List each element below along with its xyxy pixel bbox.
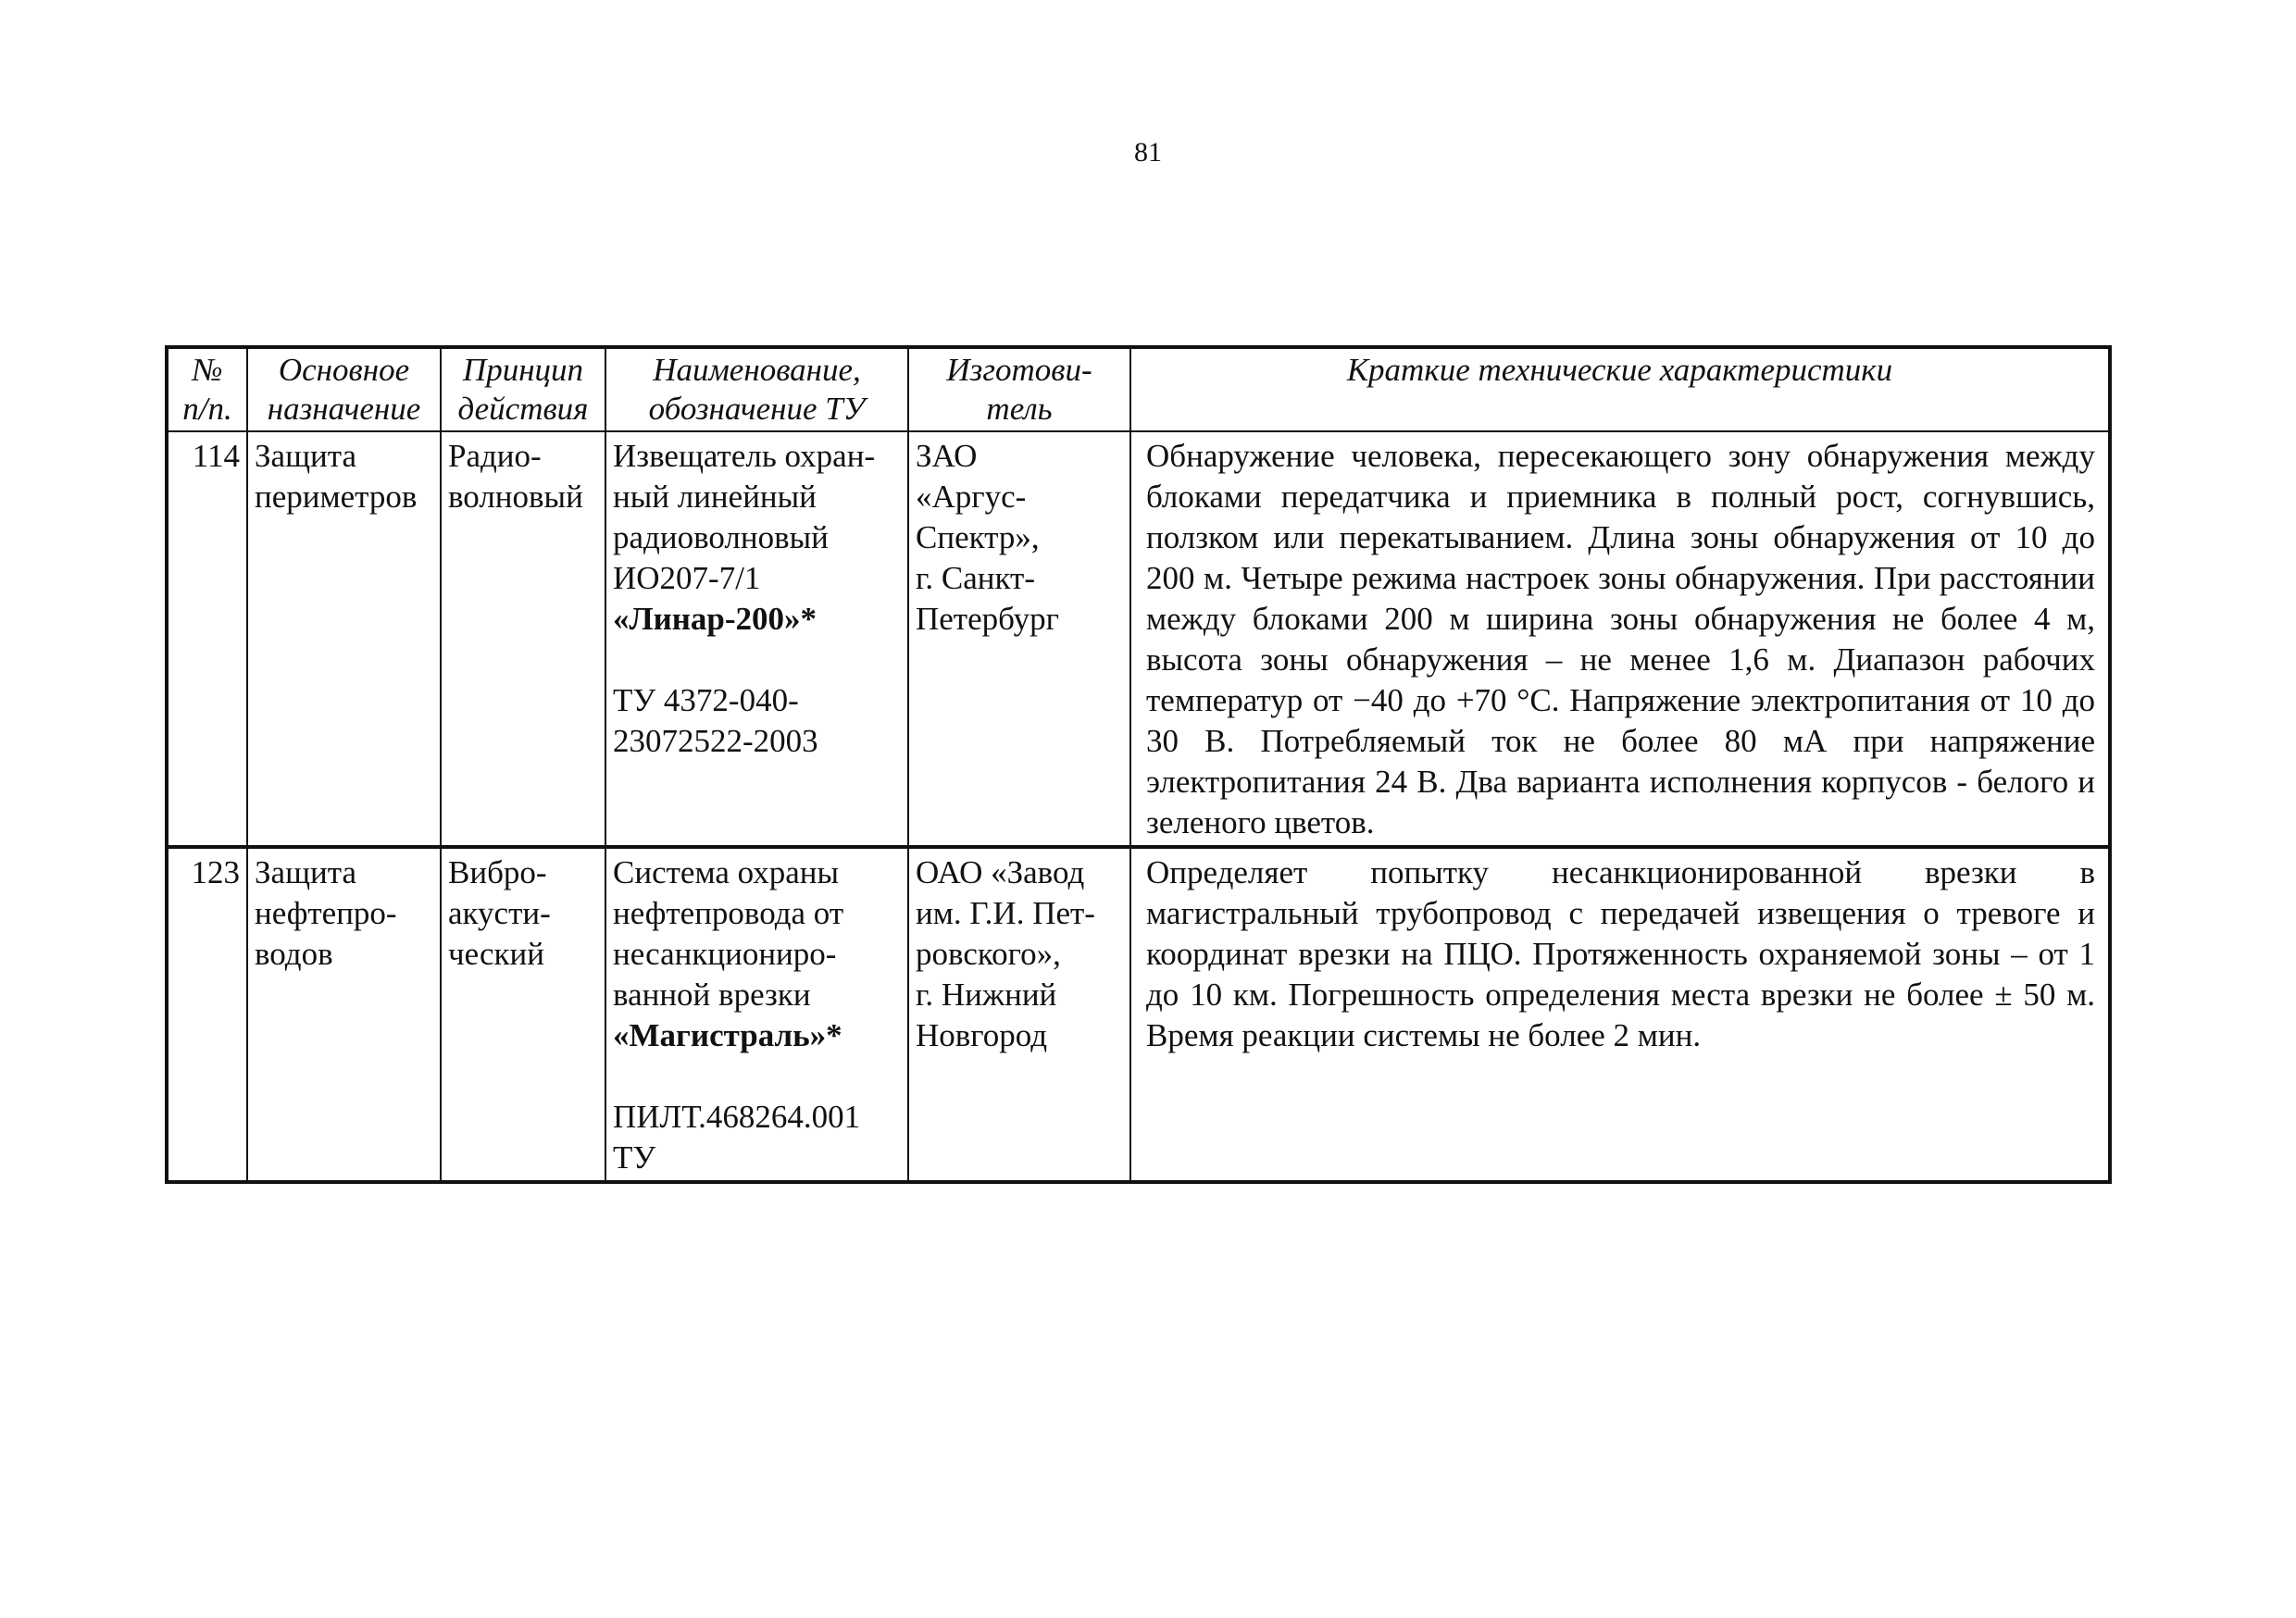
header-description: Краткие технические характеристики <box>1130 347 2110 431</box>
table-header-row <box>167 347 2110 431</box>
header-number: № п/п. <box>167 347 247 431</box>
cell-maker: ЗАО «Аргус- Спектр», г. Санкт- Петербург <box>908 431 1130 847</box>
product-name: Извещатель охран- ный линейный радиоволновый ИО207-7/1 <box>613 438 876 596</box>
product-brand-mark: * <box>826 1017 842 1053</box>
cell-number: 123 <box>167 847 247 1182</box>
product-brand <box>613 601 817 637</box>
product-brand <box>613 1017 842 1053</box>
cell-name <box>605 847 908 1182</box>
cell-number: 114 <box>167 431 247 847</box>
cell-principle: Радио- волновый <box>441 431 605 847</box>
header-purpose: Основное назначение <box>247 347 441 431</box>
cell-description: Определяет попытку несанкционированной врезки в магистральный трубопровод с передачей извещения о тревоге и координат врезки на ПЦО. Протяженность охраняемой зоны – от 1 до 10 км. Погрешность определения места врезки не более ± 50 м. Время реакции системы не более 2 мин. <box>1130 847 2110 1182</box>
header-name: Наименование, обозначение ТУ <box>605 347 908 431</box>
cell-purpose: Защита нефтепро- водов <box>247 847 441 1182</box>
table-row <box>167 431 2110 847</box>
product-brand-text: «Линар-200» <box>613 601 801 637</box>
product-brand-text: «Магистраль» <box>613 1017 827 1053</box>
cell-description: Обнаружение человека, пересекающего зону обнаружения между блоками передатчика и приемника в полный рост, согнувшись, ползком или перекатыванием. Длина зоны обнаружения от 10 до 200 м. Четыре режима настроек зоны обнаружения. При расстоянии между блоками 200 м ширина зоны обнаружения не более 4 м, высота зоны обнаружения – не менее 1,6 м. Диапазон рабочих температур от −40 до +70 °С. Напряжение электропитания от 10 до 30 В. Потребляемый ток не более 80 мА при напряжение электропитания 24 В. Два варианта исполнения корпусов - белого и зеленого цветов. <box>1130 431 2110 847</box>
cell-purpose: Защита периметров <box>247 431 441 847</box>
cell-name <box>605 431 908 847</box>
header-principle: Принцип действия <box>441 347 605 431</box>
page-number: 81 <box>1134 137 1162 168</box>
cell-principle: Вибро- акусти- ческий <box>441 847 605 1182</box>
product-name: Система охраны нефтепровода от несанкциониро- ванной врезки <box>613 854 844 1013</box>
header-maker: Изготови- тель <box>908 347 1130 431</box>
product-tu: ТУ 4372-040- 23072522-2003 <box>613 682 818 759</box>
equipment-table <box>165 345 2112 1184</box>
product-brand-mark: * <box>800 601 817 637</box>
cell-maker: ОАО «Завод им. Г.И. Пет- ровского», г. Нижний Новгород <box>908 847 1130 1182</box>
table-row <box>167 847 2110 1182</box>
product-tu: ПИЛТ.468264.001 ТУ <box>613 1099 861 1176</box>
